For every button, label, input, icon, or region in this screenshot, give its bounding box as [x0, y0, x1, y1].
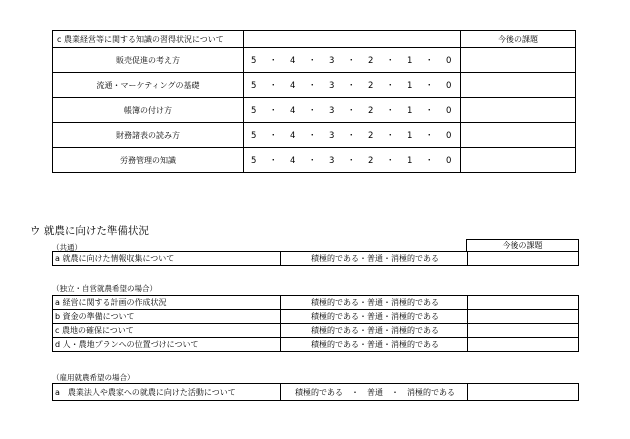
row-options[interactable]: 積極的である・普通・消極的である [281, 324, 468, 338]
section-title: ウ 就農に向けた準備状況 [30, 225, 149, 237]
table1-header-label: c 農業経営等に関する知識の習得状況について [53, 31, 244, 48]
rating-separator: ・ [346, 156, 356, 166]
rating-value[interactable]: 5 [251, 81, 257, 91]
rating-separator: ・ [268, 81, 278, 91]
issue-cell[interactable] [461, 73, 576, 98]
row-label: 財務諸表の読み方 [53, 123, 244, 148]
issue-cell[interactable] [468, 296, 579, 310]
rating-separator: ・ [307, 156, 317, 166]
issue-cell[interactable] [468, 338, 579, 352]
rating-value[interactable]: 3 [329, 56, 335, 66]
rating-separator: ・ [346, 106, 356, 116]
rating-value[interactable]: 5 [251, 56, 257, 66]
group-employment-table [52, 383, 579, 401]
row-label: 販売促進の考え方 [53, 48, 244, 73]
issue-cell[interactable] [468, 252, 579, 266]
rating-separator: ・ [424, 56, 434, 66]
rating-value[interactable]: 4 [290, 131, 296, 141]
row-label: 流通・マーケティングの基礎 [53, 73, 244, 98]
table-row [53, 384, 579, 401]
rating-value[interactable]: 4 [290, 106, 296, 116]
rating-separator: ・ [385, 106, 395, 116]
row-label: 帳簿の付け方 [53, 98, 244, 123]
table-row [53, 252, 579, 266]
rating-scale[interactable] [244, 73, 461, 98]
row-options[interactable]: 積極的である・普通・消極的である [281, 310, 468, 324]
table-row [53, 148, 576, 173]
rating-scale[interactable] [244, 98, 461, 123]
issue-cell[interactable] [461, 148, 576, 173]
row-label: 労務管理の知識 [53, 148, 244, 173]
rating-value[interactable]: 3 [329, 156, 335, 166]
rating-separator: ・ [307, 106, 317, 116]
row-options[interactable]: 積極的である・普通・消極的である [281, 296, 468, 310]
rating-value[interactable]: 0 [446, 81, 452, 91]
group-caption: （共通） [52, 243, 82, 252]
rating-separator: ・ [424, 106, 434, 116]
group-common-table [52, 251, 579, 266]
issue-header: 今後の課題 [467, 240, 579, 252]
rating-value[interactable]: 2 [368, 156, 374, 166]
rating-separator: ・ [424, 81, 434, 91]
rating-value[interactable]: 2 [368, 56, 374, 66]
rating-separator: ・ [346, 81, 356, 91]
rating-separator: ・ [307, 56, 317, 66]
rating-separator: ・ [268, 156, 278, 166]
rating-value[interactable]: 0 [446, 156, 452, 166]
row-label: b 資金の準備について [53, 310, 281, 324]
row-options[interactable]: 積極的である・普通・消極的である [281, 338, 468, 352]
rating-value[interactable]: 4 [290, 56, 296, 66]
row-label: a 農業法人や農家への就農に向けた活動について [53, 384, 281, 401]
rating-value[interactable]: 0 [446, 106, 452, 116]
rating-value[interactable]: 5 [251, 106, 257, 116]
table-row [53, 310, 579, 324]
row-label: a 経営に関する計画の作成状況 [53, 296, 281, 310]
rating-separator: ・ [385, 131, 395, 141]
issue-cell[interactable] [461, 123, 576, 148]
rating-value[interactable]: 0 [446, 56, 452, 66]
rating-value[interactable]: 1 [407, 56, 413, 66]
rating-separator: ・ [268, 56, 278, 66]
group-independent-table [52, 295, 579, 352]
row-label: c 農地の確保について [53, 324, 281, 338]
knowledge-table [52, 30, 576, 173]
table-row [53, 296, 579, 310]
rating-value[interactable]: 2 [368, 106, 374, 116]
issue-cell[interactable] [468, 384, 579, 401]
rating-value[interactable]: 3 [329, 81, 335, 91]
issue-cell[interactable] [461, 98, 576, 123]
rating-value[interactable]: 1 [407, 131, 413, 141]
rating-value[interactable]: 1 [407, 156, 413, 166]
row-options[interactable]: 積極的である・普通・消極的である [281, 252, 468, 266]
rating-separator: ・ [385, 81, 395, 91]
issue-cell[interactable] [461, 48, 576, 73]
rating-separator: ・ [268, 131, 278, 141]
group-caption: （雇用就農希望の場合） [52, 373, 135, 382]
issue-cell[interactable] [468, 324, 579, 338]
table1-header-issue: 今後の課題 [461, 31, 576, 48]
table-row [53, 338, 579, 352]
row-options[interactable]: 積極的である ・ 普通 ・ 消極的である [281, 384, 468, 401]
rating-scale[interactable] [244, 48, 461, 73]
rating-scale[interactable] [244, 148, 461, 173]
rating-value[interactable]: 3 [329, 106, 335, 116]
rating-separator: ・ [307, 81, 317, 91]
rating-value[interactable]: 2 [368, 81, 374, 91]
table-row [53, 98, 576, 123]
rating-value[interactable]: 0 [446, 131, 452, 141]
rating-value[interactable]: 3 [329, 131, 335, 141]
row-label: d 人・農地プランへの位置づけについて [53, 338, 281, 352]
table-row [53, 324, 579, 338]
rating-value[interactable]: 2 [368, 131, 374, 141]
rating-separator: ・ [268, 106, 278, 116]
rating-value[interactable]: 5 [251, 156, 257, 166]
group-caption: （独立・自営就農希望の場合） [52, 284, 157, 293]
rating-value[interactable]: 4 [290, 81, 296, 91]
rating-separator: ・ [424, 156, 434, 166]
rating-separator: ・ [346, 131, 356, 141]
issue-cell[interactable] [468, 310, 579, 324]
table1-header-scale [244, 31, 461, 48]
row-label: a 就農に向けた情報収集について [53, 252, 281, 266]
rating-value[interactable]: 5 [251, 131, 257, 141]
table-row [53, 48, 576, 73]
rating-scale[interactable] [244, 123, 461, 148]
rating-separator: ・ [346, 56, 356, 66]
rating-value[interactable]: 1 [407, 81, 413, 91]
rating-separator: ・ [385, 56, 395, 66]
rating-value[interactable]: 4 [290, 156, 296, 166]
rating-separator: ・ [424, 131, 434, 141]
table-row [53, 73, 576, 98]
rating-separator: ・ [307, 131, 317, 141]
rating-value[interactable]: 1 [407, 106, 413, 116]
rating-separator: ・ [385, 156, 395, 166]
table-row [53, 123, 576, 148]
